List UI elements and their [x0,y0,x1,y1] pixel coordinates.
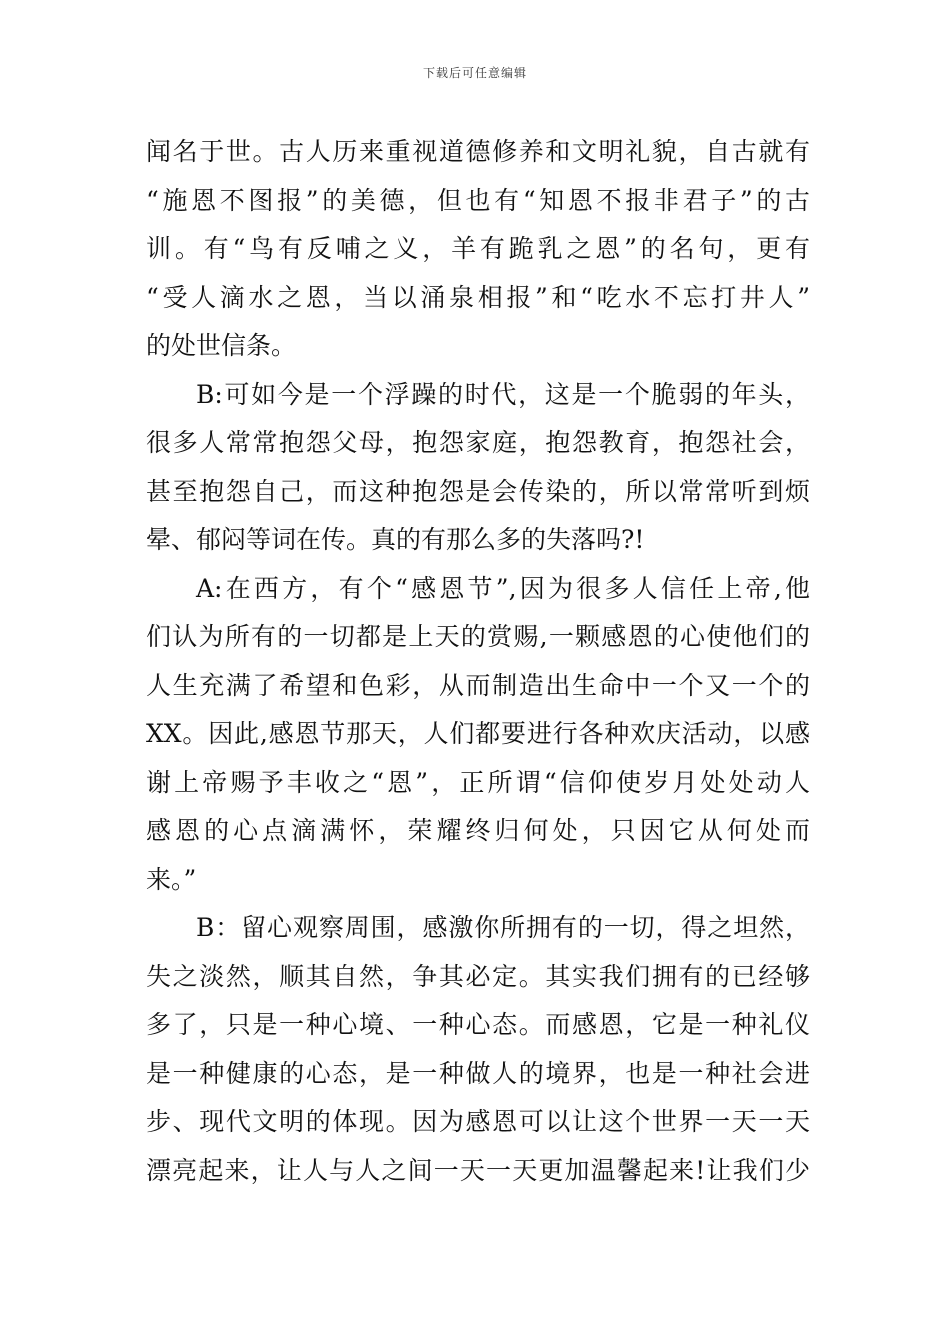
text-line: 的处世信条。 [146,331,297,360]
text-line: 闻名于世。古人历来重视道德修养和文明礼貌，自古就有 [146,137,810,166]
text-line: “受人滴水之恩，当以涌泉相报”和“吃水不忘打井人” [146,282,810,312]
text-line: A:在西方，有个“感恩节”,因为很多人信任上帝,他 [196,573,810,603]
text-line: B：留心观察周围，感激你所拥有的一切，得之坦然， [196,913,810,942]
paragraph [146,128,810,371]
text-line: 漂亮起来，让人与人之间一天一天更加温馨起来!让我们少 [146,1155,810,1185]
text-line: 人生充满了希望和色彩，从而制造出生命中一个又一个的 [146,670,810,700]
text-line: 们认为所有的一切都是上天的赏赐,一颗感恩的心使他们的 [146,622,810,651]
text-line: 是一种健康的心态，是一种做人的境界，也是一种社会进 [146,1058,810,1088]
text-line: 很多人常常抱怨父母，抱怨家庭，抱怨教育，抱怨社会， [146,428,810,457]
page-header: 下载后可任意编辑 [422,66,527,80]
text-line: 谢上帝赐予丰收之“恩”，正所谓“信仰使岁月处处动人 [146,767,810,797]
text-line: 失之淡然，顺其自然，争其必定。其实我们拥有的已经够 [146,961,810,991]
text-line: 训。有“鸟有反哺之义，羊有跪乳之恩”的名句，更有 [146,234,810,263]
text-line: XX。因此,感恩节那天，人们都要进行各种欢庆活动，以感 [146,719,810,748]
text-line: “施恩不图报”的美德，但也有“知恩不报非君子”的古 [146,185,810,215]
text-line: 甚至抱怨自己，而这种抱怨是会传染的，所以常常听到烦 [146,476,810,506]
text-line: 感恩的心点滴满怀，荣耀终归何处，只因它从何处而 [146,816,810,845]
document-body [146,128,810,1195]
text-line: 晕、郁闷等词在传。真的有那么多的失落吗?! [146,525,645,554]
paragraph [146,371,810,565]
paragraph [146,904,810,1195]
paragraph [146,565,810,905]
text-line: 来。” [146,864,197,894]
text-line: 多了，只是一种心境、一种心态。而感恩，它是一种礼仪 [146,1010,810,1039]
text-line: 步、现代文明的体现。因为感恩可以让这个世界一天一天 [146,1107,810,1136]
text-line: B:可如今是一个浮躁的时代，这是一个脆弱的年头， [196,379,810,409]
